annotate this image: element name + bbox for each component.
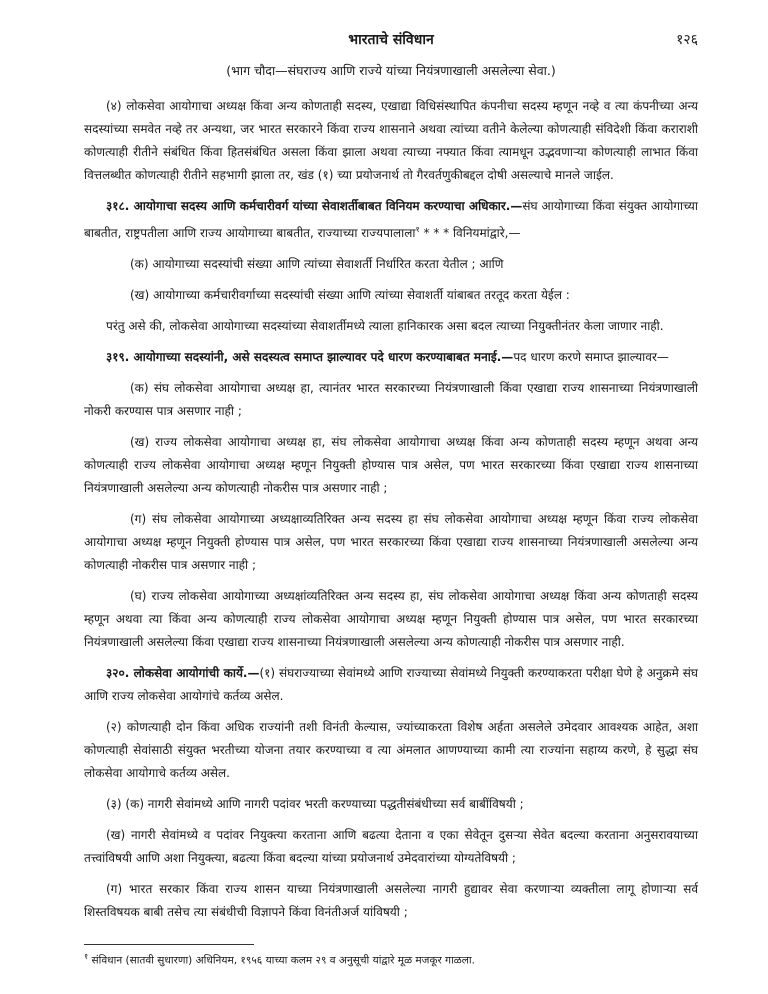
article-318-item-kha: (ख) आयोगाच्या कर्मचारीवर्गाच्या सदस्यांची संख्या आणि त्यांच्या सेवाशर्ती यांबाबत तरतूद करता येईल :	[130, 288, 570, 302]
footnote-mark: १	[84, 952, 89, 961]
footnote-divider	[84, 944, 254, 945]
article-318	[84, 195, 698, 245]
page-number: १२६	[676, 32, 698, 48]
article-319-text: पद धारण करणे समाप्त झाल्यावर—	[513, 350, 669, 364]
clause-4-paragraph: (४) लोकसेवा आयोगाचा अध्यक्ष किंवा अन्य कोणताही सदस्य, एखाद्या विधिसंस्थापित कंपनीचा सदस्य म्हणून नव्हे व त्या कंपनीच्या अन्य सदस्यांच्या समवेत नव्हे तर अन्यथा, जर भारत सरकारने किंवा राज्य शासनाने अथवा त्यांच्या वतीने केलेल्या कोणत्याही संविदेशी किंवा कराराशी कोणत्याही रीतीने संबंधित किंवा हितसंबंधित असला किंवा झाला अथवा त्याच्या नफ्यात किंवा त्यामधून उद्भवणाऱ्या कोणत्याही लाभात किंवा वित्तलब्धीत कोणत्याही रीतीने सहभागी झाला तर, खंड (१) च्या प्रयोजनार्थ तो गैरवर्तणुकीबद्दल दोषी असल्याचे मानले जाईल.	[84, 99, 698, 182]
article-320	[84, 662, 698, 708]
article-319-item-ka: (क) संघ लोकसेवा आयोगाचा अध्यक्ष हा, त्यानंतर भारत सरकारच्या नियंत्रणाखाली किंवा एखाद्या राज्य शासनाच्या नियंत्रणाखाली नोकरी करण्यास पात्र असणार नाही ;	[84, 381, 698, 418]
page-header	[84, 30, 698, 52]
article-320-clause-2: (२) कोणत्याही दोन किंवा अधिक राज्यांनी तशी विनंती केल्यास, ज्यांच्याकरता विशेष अर्हता असलेले उमेदवार आवश्यक आहेत, अशा कोणत्याही सेवांसाठी संयुक्त भरतीच्या योजना तयार करण्याच्या व त्या अंमलात आणण्याच्या कामी त्या राज्यांना सहाय्य करणे, हे सुद्धा संघ लोकसेवा आयोगाचे कर्तव्य असेल.	[84, 720, 698, 780]
article-319-item-gha: (घ) राज्य लोकसेवा आयोगाच्या अध्यक्षांव्यतिरिक्त अन्य सदस्य हा, संघ लोकसेवा आयोगाचा अध्यक्ष किंवा अन्य कोणताही सदस्य म्हणून अथवा त्या किंवा अन्य कोणत्याही राज्य लोकसेवा आयोगाचा अध्यक्ष म्हणून नियुक्ती होण्यास पात्र असेल, पण भारत सरकारच्या नियंत्रणाखाली असलेल्या किंवा एखाद्या राज्य शासनाच्या नियंत्रणाखाली असलेल्या अन्य कोणत्याही नोकरीस पात्र असणार नाही.	[84, 589, 698, 649]
page-title: भारताचे संविधान	[348, 32, 434, 48]
article-320-clause-3-ga: (ग) भारत सरकार किंवा राज्य शासन याच्या नियंत्रणाखाली असलेल्या नागरी हुद्यावर सेवा करणाऱ्या व्यक्तीला लागू होणाऱ्या सर्व शिस्तविषयक बाबी तसेच त्या संबंधीची विज्ञापने किंवा विनंतीअर्ज यांविषयी ;	[84, 882, 698, 919]
article-319-heading: ३१९. आयोगाच्या सदस्यांनी, असे सदस्यत्व समाप्त झाल्यावर पदे धारण करण्याबाबत मनाई.—	[106, 350, 514, 364]
article-320-text: (१) संघराज्याच्या सेवांमध्ये आणि राज्याच्या सेवांमध्ये नियुक्ती करण्याकरता परीक्षा घेणे हे अनुक्रमे संघ आणि राज्य लोकसेवा आयोगांचे कर्तव्य असेल.	[84, 666, 698, 703]
article-319	[84, 346, 698, 369]
article-320-clause-3-ka: (३) (क) नागरी सेवांमध्ये आणि नागरी पदांवर भरती करण्याच्या पद्धतीसंबंधीच्या सर्व बाबींविषयी ;	[106, 797, 524, 811]
article-319-item-ga: (ग) संघ लोकसेवा आयोगाच्या अध्यक्षाव्यतिरिक्त अन्य सदस्य हा संघ लोकसेवा आयोगाचा अध्यक्ष म्हणून किंवा राज्य लोकसेवा आयोगाचा अध्यक्ष म्हणून नियुक्ती होण्यास पात्र असेल, पण भारत सरकारच्या किंवा एखाद्या राज्य शासनाच्या नियंत्रणाखाली असलेल्या अन्य कोणत्याही नोकरीस पात्र असणार नाही ;	[84, 512, 698, 572]
article-318-text-after: * * * विनियमांद्वारे,—	[423, 226, 521, 240]
footnote-reference: १	[415, 225, 420, 234]
article-318-heading: ३१८. आयोगाचा सदस्य आणि कर्मचारीवर्ग यांच्या सेवाशर्तीबाबत विनियम करण्याचा अधिकार.—	[106, 199, 523, 213]
footnote-text: संविधान (सातवी सुधारणा) अधिनियम, १९५६ याच्या कलम २९ व अनुसूची यांद्वारे मूळ मजकूर गाळला.	[91, 954, 475, 967]
part-subtitle: (भाग चौदा—संघराज्य आणि राज्ये यांच्या नियंत्रणाखाली असलेल्या सेवा.)	[226, 63, 556, 78]
footnote	[84, 949, 698, 969]
article-320-heading: ३२०. लोकसेवा आयोगांची कार्ये.—	[106, 666, 260, 680]
article-320-clause-3-kha: (ख) नागरी सेवांमध्ये व पदांवर नियुक्त्या करताना आणि बढत्या देताना व एका सेवेतून दुसऱ्या सेवेत बदल्या करताना अनुसरावयाच्या तत्त्वांविषयी आणि अशा नियुक्त्या, बढत्या किंवा बदल्या यांच्या प्रयोजनार्थ उमेदवारांच्या योग्यतेविषयी ;	[84, 828, 698, 865]
article-318-proviso: परंतु असे की, लोकसेवा आयोगाच्या सदस्यांच्या सेवाशर्तीमध्ये त्याला हानिकारक असा बदल त्याच्या नियुक्तीनंतर केला जाणार नाही.	[106, 319, 664, 333]
article-318-text: संघ आयोगाच्या किंवा संयुक्त आयोगाच्या बाबतीत, राष्ट्रपतीला आणि राज्य आयोगाच्या बाबतीत, राज्याच्या राज्यपालाला	[84, 199, 698, 240]
article-319-item-kha: (ख) राज्य लोकसेवा आयोगाचा अध्यक्ष हा, संघ लोकसेवा आयोगाचा अध्यक्ष किंवा अन्य कोणताही सदस्य म्हणून अथवा अन्य कोणत्याही राज्य लोकसेवा आयोगाचा अध्यक्ष म्हणून नियुक्ती होण्यास पात्र असेल, पण भारत सरकारच्या किंवा एखाद्या राज्य शासनाच्या नियंत्रणाखाली असलेल्या अन्य कोणत्याही नोकरीस पात्र असणार नाही ;	[84, 435, 698, 495]
article-318-item-ka: (क) आयोगाच्या सदस्यांची संख्या आणि त्यांच्या सेवाशर्ती निर्धारित करता येतील ; आणि	[130, 257, 504, 271]
